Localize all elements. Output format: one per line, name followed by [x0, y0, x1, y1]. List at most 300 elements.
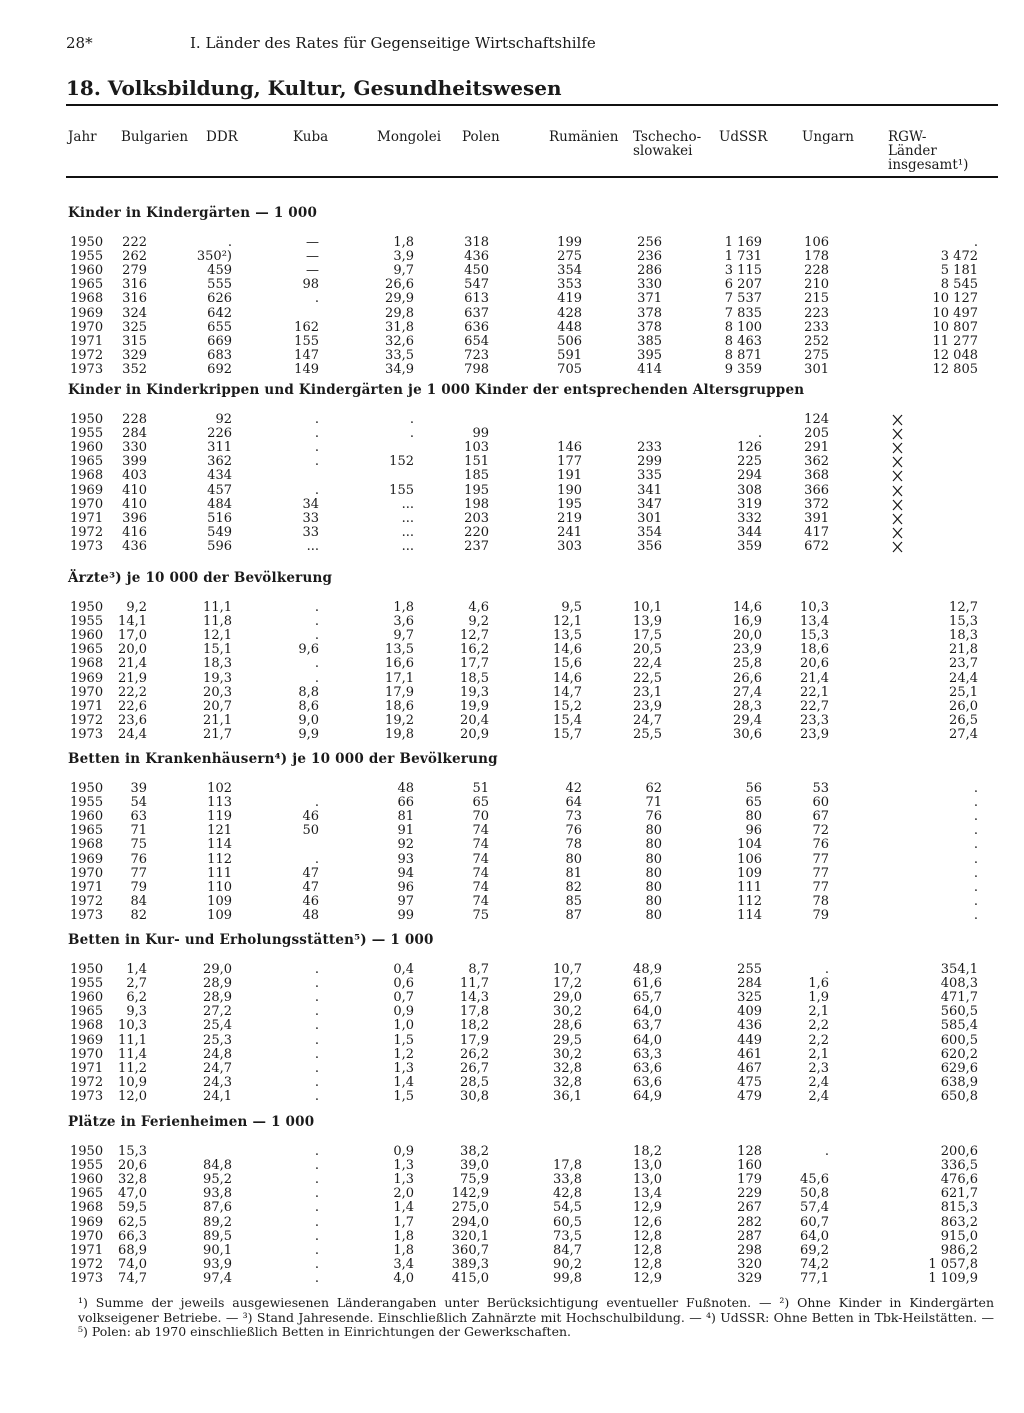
table-cell: 13,4 — [800, 614, 829, 630]
table-cell: 64,0 — [633, 1004, 662, 1020]
table-cell: . — [973, 837, 978, 853]
row-year: 1969 — [70, 1032, 104, 1048]
table-cell: 24,4 — [118, 726, 147, 742]
table-row — [0, 236, 1024, 250]
row-year: 1950 — [70, 781, 104, 796]
table-cell: 378 — [637, 305, 662, 321]
table-row — [0, 867, 1024, 881]
table-cell: 16,9 — [733, 614, 762, 630]
table-cell: 222 — [122, 235, 147, 250]
cross-mark-icon — [892, 455, 903, 469]
table-row — [0, 895, 1024, 909]
table-cell: 91 — [397, 823, 414, 839]
table-cell: 82 — [130, 907, 147, 923]
table-cell: 113 — [207, 795, 232, 811]
cross-mark-icon — [892, 441, 903, 455]
table-cell: 683 — [207, 347, 232, 363]
table-cell: 54 — [130, 795, 147, 811]
table-cell: 160 — [737, 1158, 762, 1174]
table-cell: 2,2 — [808, 1018, 829, 1034]
table-cell: 72 — [812, 823, 829, 839]
table-cell: 308 — [737, 482, 762, 498]
table-cell: 396 — [122, 510, 147, 526]
table-cell: 15,3 — [800, 628, 829, 644]
row-year: 1972 — [70, 1256, 104, 1272]
table-cell: 16,6 — [385, 656, 414, 672]
table-cell: 74 — [472, 879, 489, 895]
table-cell: 256 — [637, 235, 662, 250]
row-year: 1973 — [70, 907, 104, 923]
table-cell: 215 — [804, 291, 829, 307]
table-cell: 318 — [464, 235, 489, 250]
table-cell: 17,1 — [385, 670, 414, 686]
table-cell: 79 — [130, 879, 147, 895]
table-cell: 114 — [737, 907, 762, 923]
table-cell: 93 — [397, 851, 414, 867]
table-cell: 1,8 — [393, 600, 414, 615]
table-cell: 195 — [464, 482, 489, 498]
table-cell: 104 — [737, 837, 762, 853]
table-cell: 1,3 — [393, 1060, 414, 1076]
table-cell: 1,8 — [393, 1228, 414, 1244]
table-cell: 74,2 — [800, 1256, 829, 1272]
table-cell: 21,9 — [118, 670, 147, 686]
table-cell: 109 — [207, 907, 232, 923]
table-cell: 76 — [812, 837, 829, 853]
table-cell: 177 — [557, 454, 582, 470]
table-cell: 347 — [637, 496, 662, 512]
table-cell: 350²) — [196, 249, 232, 265]
table-cell: 9,2 — [126, 600, 147, 615]
table-cell: 112 — [737, 893, 762, 909]
table-cell: 63,6 — [633, 1074, 662, 1090]
table-cell: 10,3 — [800, 600, 829, 615]
header-rgw-total: RGW- Länder insgesamt¹) — [888, 129, 969, 173]
table-cell: 354 — [557, 263, 582, 279]
table-cell: 25,5 — [633, 726, 662, 742]
running-head — [66, 34, 596, 52]
table-cell: . — [314, 1088, 319, 1104]
running-title: I. Länder des Rates für Gegenseitige Wirtschaftshilfe — [190, 34, 596, 52]
table-cell: 655 — [207, 319, 232, 335]
table-cell: 71 — [645, 795, 662, 811]
table-cell: . — [973, 879, 978, 895]
row-year: 1968 — [70, 656, 104, 672]
table-row — [0, 264, 1024, 278]
table-cell: 325 — [122, 319, 147, 335]
table-cell: 77 — [130, 865, 147, 881]
table-cell: 320,1 — [451, 1228, 489, 1244]
table-cell: 80 — [645, 865, 662, 881]
table-cell: 1,4 — [126, 962, 147, 977]
table-cell: 18,2 — [633, 1144, 662, 1159]
table-cell: 20,9 — [460, 726, 489, 742]
table-row — [0, 455, 1024, 469]
row-year: 1970 — [70, 1046, 104, 1062]
table-cell: 23,1 — [633, 684, 662, 700]
table-row — [0, 498, 1024, 512]
table-cell: 371 — [637, 291, 662, 307]
table-row — [0, 1005, 1024, 1019]
table-cell: 155 — [294, 333, 319, 349]
row-year: 1960 — [70, 440, 104, 456]
table-cell: 9,2 — [468, 614, 489, 630]
table-cell: 29,0 — [203, 962, 232, 977]
table-cell: . — [314, 1228, 319, 1244]
table-cell: . — [757, 426, 762, 442]
table-cell: 20,4 — [460, 712, 489, 728]
table-cell: 24,3 — [203, 1074, 232, 1090]
table-cell: 66 — [397, 795, 414, 811]
table-cell: ... — [401, 524, 414, 540]
table-cell: 47,0 — [118, 1186, 147, 1202]
table-cell: 34,9 — [385, 361, 414, 377]
row-year: 1972 — [70, 893, 104, 909]
table-cell: 84,8 — [203, 1158, 232, 1174]
row-year: 1971 — [70, 333, 104, 349]
table-cell: 9,9 — [298, 726, 319, 742]
table-cell: 111 — [207, 865, 232, 881]
table-cell: — — [306, 249, 319, 265]
section-title: Betten in Kur- und Erholungsstätten⁵) — 1 000 — [68, 932, 434, 948]
table-cell: 76 — [565, 823, 582, 839]
table-cell: 63,3 — [633, 1046, 662, 1062]
header-mongolei: Mongolei — [377, 129, 442, 145]
table-cell: ... — [306, 538, 319, 554]
table-cell: 252 — [804, 333, 829, 349]
table-cell: 11,2 — [118, 1060, 147, 1076]
table-row — [0, 1034, 1024, 1048]
table-cell: 336,5 — [940, 1158, 978, 1174]
table-cell: 341 — [637, 482, 662, 498]
table-cell: 36,1 — [553, 1088, 582, 1104]
table-cell: 275,0 — [451, 1200, 489, 1216]
table-cell: 61,6 — [633, 976, 662, 992]
header-tschechoslowakei: Tschecho- slowakei — [633, 129, 702, 159]
table-cell: 344 — [737, 524, 762, 540]
table-cell: 585,4 — [940, 1018, 978, 1034]
table-cell: . — [973, 809, 978, 825]
table-row — [0, 615, 1024, 629]
table-cell: 419 — [557, 291, 582, 307]
table-cell: 14,6 — [733, 600, 762, 615]
table-cell: 26,6 — [733, 670, 762, 686]
header-jahr: Jahr — [68, 129, 97, 145]
table-cell: 10,1 — [633, 600, 662, 615]
table-cell: 39,0 — [460, 1158, 489, 1174]
table-cell: 391 — [804, 510, 829, 526]
table-cell: 59,5 — [118, 1200, 147, 1216]
table-cell: 84 — [130, 893, 147, 909]
table-cell: 147 — [294, 347, 319, 363]
table-row — [0, 601, 1024, 615]
table-cell: 6,2 — [126, 990, 147, 1006]
table-cell: 97,4 — [203, 1270, 232, 1286]
table-cell: 3 115 — [724, 263, 762, 279]
table-cell: 124 — [804, 412, 829, 427]
table-cell: 408,3 — [940, 976, 978, 992]
table-row — [0, 909, 1024, 923]
table-cell: 362 — [207, 454, 232, 470]
table-cell: 475 — [737, 1074, 762, 1090]
table-cell: 162 — [294, 319, 319, 335]
table-cell: 96 — [397, 879, 414, 895]
table-cell: 1 169 — [724, 235, 762, 250]
table-cell: 64,0 — [800, 1228, 829, 1244]
table-cell: 80 — [645, 879, 662, 895]
table-cell: 13,5 — [553, 628, 582, 644]
row-year: 1972 — [70, 712, 104, 728]
table-cell: 65,7 — [633, 990, 662, 1006]
table-cell: 76 — [645, 809, 662, 825]
table-cell: 415,0 — [451, 1270, 489, 1286]
table-cell: 80 — [645, 837, 662, 853]
table-cell: 26,0 — [949, 698, 978, 714]
table-cell: 298 — [737, 1242, 762, 1258]
table-cell: 301 — [637, 510, 662, 526]
table-cell: 146 — [557, 440, 582, 456]
table-cell: 279 — [122, 263, 147, 279]
table-cell: 0,9 — [393, 1144, 414, 1159]
table-cell: 17,7 — [460, 656, 489, 672]
table-cell: 669 — [207, 333, 232, 349]
table-cell: 672 — [804, 538, 829, 554]
table-cell: 2,4 — [808, 1074, 829, 1090]
table-cell: 80 — [645, 893, 662, 909]
table-cell: 128 — [737, 1144, 762, 1159]
table-cell: 48,9 — [633, 962, 662, 977]
row-year: 1965 — [70, 823, 104, 839]
table-cell: 286 — [637, 263, 662, 279]
table-cell: 79 — [812, 907, 829, 923]
table-cell: 14,3 — [460, 990, 489, 1006]
table-cell: 1,8 — [393, 235, 414, 250]
table-cell: 5 181 — [940, 263, 978, 279]
table-row — [0, 963, 1024, 977]
table-cell: 275 — [804, 347, 829, 363]
table-cell: 109 — [737, 865, 762, 881]
table-cell: 27,2 — [203, 1004, 232, 1020]
table-cell: 205 — [804, 426, 829, 442]
table-cell: 81 — [565, 865, 582, 881]
table-cell: 12 048 — [932, 347, 978, 363]
table-cell: 1,5 — [393, 1088, 414, 1104]
table-cell: 85 — [565, 893, 582, 909]
table-cell: 1,6 — [808, 976, 829, 992]
table-cell: 319 — [737, 496, 762, 512]
table-cell: 75,9 — [460, 1172, 489, 1188]
table-cell: 18,5 — [460, 670, 489, 686]
table-cell: 23,9 — [733, 642, 762, 658]
table-cell: 228 — [122, 412, 147, 427]
table-cell: 24,4 — [949, 670, 978, 686]
cross-mark-icon — [892, 512, 903, 526]
table-cell: 506 — [557, 333, 582, 349]
table-cell: 399 — [122, 454, 147, 470]
table-cell: 26,2 — [460, 1046, 489, 1062]
table-cell: 20,5 — [633, 642, 662, 658]
table-cell: 22,1 — [800, 684, 829, 700]
table-cell: 3,9 — [393, 249, 414, 265]
table-cell: 48 — [397, 781, 414, 796]
table-cell: 1,4 — [393, 1074, 414, 1090]
table-cell: 74,7 — [118, 1270, 147, 1286]
table-cell: 15,7 — [553, 726, 582, 742]
table-cell: 31,8 — [385, 319, 414, 335]
row-year: 1972 — [70, 347, 104, 363]
table-cell: 17,8 — [460, 1004, 489, 1020]
row-year: 1960 — [70, 990, 104, 1006]
table-cell: 18,3 — [949, 628, 978, 644]
table-cell: 362 — [804, 454, 829, 470]
table-cell: 28,9 — [203, 976, 232, 992]
table-cell: 14,7 — [553, 684, 582, 700]
table-cell: . — [409, 426, 414, 442]
row-year: 1970 — [70, 319, 104, 335]
table-row — [0, 686, 1024, 700]
table-cell: 32,8 — [553, 1074, 582, 1090]
table-row — [0, 526, 1024, 540]
table-row — [0, 1201, 1024, 1215]
table-cell: — — [306, 235, 319, 250]
table-cell: 87,6 — [203, 1200, 232, 1216]
table-cell: 84,7 — [553, 1242, 582, 1258]
table-cell: 1,0 — [393, 1018, 414, 1034]
table-row — [0, 838, 1024, 852]
table-cell: 626 — [207, 291, 232, 307]
table-cell: 10 127 — [932, 291, 978, 307]
table-cell: 34 — [302, 496, 319, 512]
table-cell: 15,4 — [553, 712, 582, 728]
cross-mark-icon — [892, 526, 903, 540]
table-cell: 410 — [122, 482, 147, 498]
table-cell: 13,0 — [633, 1172, 662, 1188]
table-cell: 75 — [472, 907, 489, 923]
table-cell: . — [314, 851, 319, 867]
table-cell: 92 — [397, 837, 414, 853]
table-row — [0, 321, 1024, 335]
table-cell: 12,8 — [633, 1242, 662, 1258]
table-cell: 448 — [557, 319, 582, 335]
table-cell: 219 — [557, 510, 582, 526]
table-cell: 417 — [804, 524, 829, 540]
table-cell: 19,3 — [460, 684, 489, 700]
table-cell: . — [314, 482, 319, 498]
section-title: Kinder in Kindergärten — 1 000 — [68, 205, 318, 221]
table-cell: 28,5 — [460, 1074, 489, 1090]
table-cell: . — [314, 962, 319, 977]
table-cell: . — [314, 1172, 319, 1188]
table-cell: 10 497 — [932, 305, 978, 321]
table-cell: 75 — [130, 837, 147, 853]
table-cell: . — [314, 614, 319, 630]
table-cell: 267 — [737, 1200, 762, 1216]
table-row — [0, 427, 1024, 441]
table-row — [0, 1090, 1024, 1104]
table-cell: 155 — [389, 482, 414, 498]
table-cell: 723 — [464, 347, 489, 363]
table-cell: 21,4 — [800, 670, 829, 686]
table-cell: 637 — [464, 305, 489, 321]
table-cell: 210 — [804, 277, 829, 293]
table-cell: 12,8 — [633, 1256, 662, 1272]
header-kuba: Kuba — [293, 129, 329, 145]
table-row — [0, 484, 1024, 498]
table-cell: 275 — [557, 249, 582, 265]
table-cell: 19,2 — [385, 712, 414, 728]
table-cell: 74 — [472, 823, 489, 839]
row-year: 1950 — [70, 600, 104, 615]
table-row — [0, 250, 1024, 264]
table-row — [0, 1230, 1024, 1244]
table-cell: 64,0 — [633, 1032, 662, 1048]
header-udssr: UdSSR — [719, 129, 768, 145]
table-cell: 223 — [804, 305, 829, 321]
table-cell: 450 — [464, 263, 489, 279]
table-cell: 29,4 — [733, 712, 762, 728]
table-cell: 476,6 — [940, 1172, 978, 1188]
table-cell: . — [314, 1186, 319, 1202]
table-cell: 642 — [207, 305, 232, 321]
table-cell: . — [973, 235, 978, 250]
table-cell: 46 — [302, 893, 319, 909]
table-cell: . — [314, 1004, 319, 1020]
table-cell: 2,0 — [393, 1186, 414, 1202]
table-cell: 315 — [122, 333, 147, 349]
header-rule — [66, 176, 998, 178]
table-cell: 461 — [737, 1046, 762, 1062]
table-cell: 93,9 — [203, 1256, 232, 1272]
table-cell: 89,5 — [203, 1228, 232, 1244]
table-cell: 14,1 — [118, 614, 147, 630]
table-cell: 226 — [207, 426, 232, 442]
table-cell: 8 100 — [724, 319, 762, 335]
table-cell: 19,8 — [385, 726, 414, 742]
table-cell: 414 — [637, 361, 662, 377]
table-cell: . — [314, 291, 319, 307]
row-year: 1960 — [70, 1172, 104, 1188]
table-cell: 103 — [464, 440, 489, 456]
table-cell: 15,3 — [118, 1144, 147, 1159]
table-cell: 74,0 — [118, 1256, 147, 1272]
table-cell: 18,6 — [800, 642, 829, 658]
table-cell: . — [314, 1270, 319, 1286]
table-cell: 10,7 — [553, 962, 582, 977]
table-cell: 2,4 — [808, 1088, 829, 1104]
table-cell: 332 — [737, 510, 762, 526]
table-cell: 94 — [397, 865, 414, 881]
table-cell: 82 — [565, 879, 582, 895]
table-cell: 54,5 — [553, 1200, 582, 1216]
table-cell: 80 — [565, 851, 582, 867]
table-cell: 199 — [557, 235, 582, 250]
table-cell: 2,1 — [808, 1004, 829, 1020]
table-cell: 151 — [464, 454, 489, 470]
table-cell: 26,6 — [385, 277, 414, 293]
table-cell: 1,3 — [393, 1172, 414, 1188]
cross-mark-icon — [892, 413, 903, 427]
table-cell: 436 — [464, 249, 489, 265]
table-cell: 198 — [464, 496, 489, 512]
table-cell: 9,7 — [393, 628, 414, 644]
table-cell: 77 — [812, 879, 829, 895]
table-cell: . — [314, 628, 319, 644]
table-cell: 915,0 — [940, 1228, 978, 1244]
table-cell: 9,3 — [126, 1004, 147, 1020]
table-cell: 74 — [472, 893, 489, 909]
table-cell: . — [314, 600, 319, 615]
row-year: 1950 — [70, 235, 104, 250]
